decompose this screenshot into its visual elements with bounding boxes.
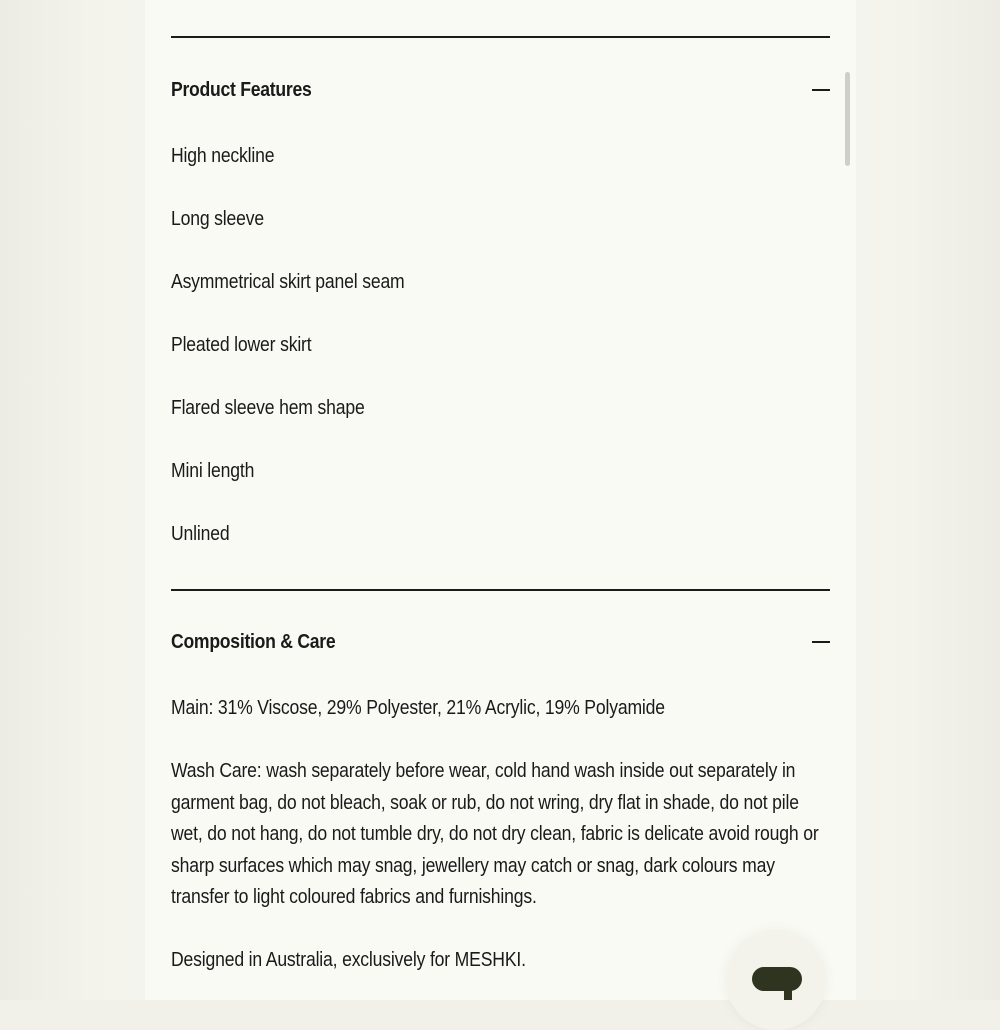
- list-item: Unlined: [171, 523, 230, 545]
- chat-icon[interactable]: [752, 967, 802, 991]
- minus-icon[interactable]: [812, 641, 830, 643]
- wash-care-text: Wash Care: wash separately before wear, cold hand wash inside out separately in garment bag, do not bleach, soak or rub, do not wring, dry flat in shade, do not pile wet, do not hang, do not tumble dry, do not dry clean, fabric is delicate avoid rough or sharp surfaces which may snag, jewellery may catch or snag, dark colours may transfer to light coloured fabrics and furnishings.: [171, 760, 819, 908]
- list-item: Flared sleeve hem shape: [171, 397, 365, 419]
- page-margin-left: [0, 0, 145, 1000]
- composition-text: Main: 31% Viscose, 29% Polyester, 21% Acrylic, 19% Polyamide: [171, 697, 665, 719]
- composition-care-toggle[interactable]: [171, 622, 830, 662]
- minus-icon[interactable]: [812, 89, 830, 91]
- chat-icon-tail: [784, 990, 792, 1000]
- product-features-list: [171, 140, 436, 581]
- product-features-toggle[interactable]: [171, 70, 830, 110]
- list-item: Asymmetrical skirt panel seam: [171, 271, 405, 293]
- list-item: Mini length: [171, 460, 255, 482]
- list-item: High neckline: [171, 145, 275, 167]
- designed-in-text: Designed in Australia, exclusively for MESHKI.: [171, 949, 526, 971]
- section-divider: [171, 36, 830, 38]
- section-divider: [171, 589, 830, 591]
- scrollbar[interactable]: [845, 72, 850, 166]
- list-item: Long sleeve: [171, 208, 264, 230]
- product-features-title: Product Features: [171, 78, 312, 101]
- list-item: Pleated lower skirt: [171, 334, 312, 356]
- page-margin-right: [856, 0, 1000, 1000]
- composition-care-title: Composition & Care: [171, 630, 336, 653]
- product-details-panel: [145, 0, 856, 1000]
